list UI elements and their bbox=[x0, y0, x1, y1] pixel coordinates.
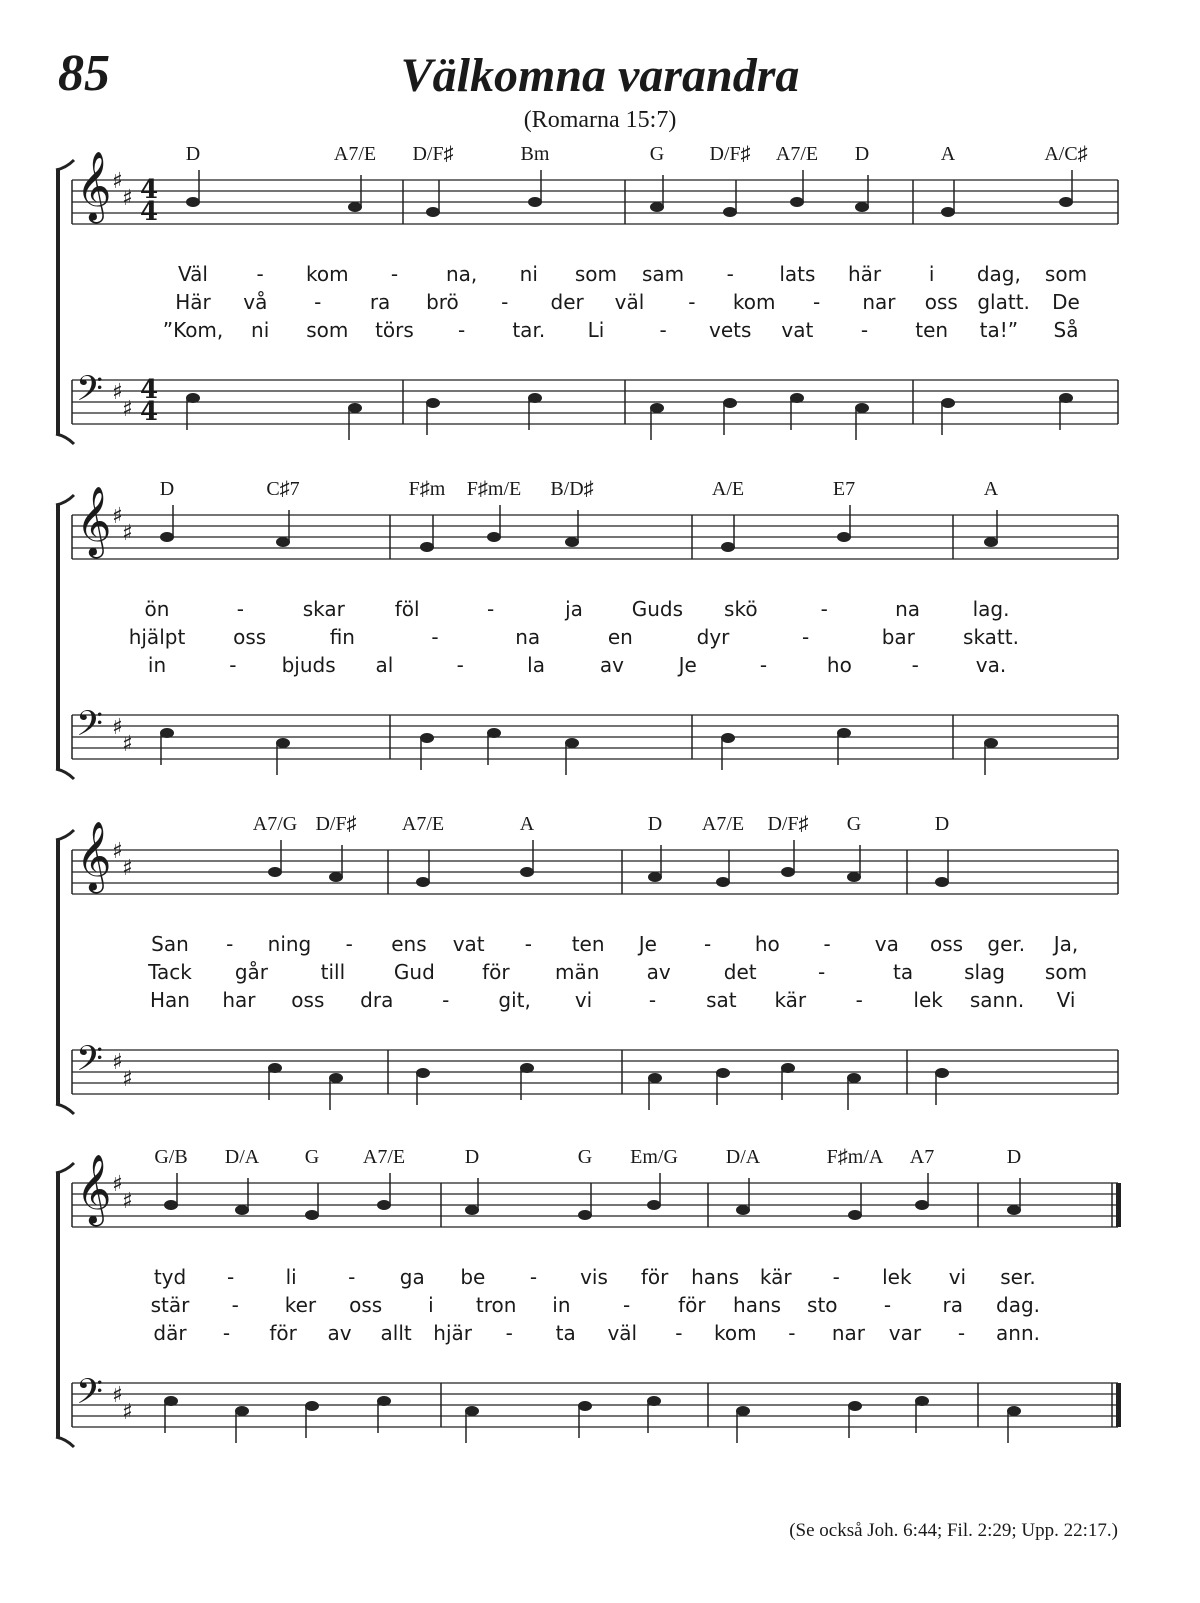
note-head bbox=[647, 1396, 661, 1406]
lyric-syllable: - bbox=[501, 290, 509, 314]
lyric-syllable: vets bbox=[709, 318, 752, 342]
bracket-top-hook bbox=[56, 1163, 74, 1173]
note-head bbox=[1007, 1406, 1021, 1416]
lyric-syllable: som bbox=[574, 262, 617, 286]
lyric-syllable: - bbox=[832, 1265, 840, 1289]
lyric-syllable: dag. bbox=[995, 1293, 1041, 1317]
key-sharp-c: ♯ bbox=[122, 856, 133, 881]
lyric-syllable: ning bbox=[267, 932, 312, 956]
lyric-syllable: väl bbox=[614, 290, 645, 314]
lyric-syllable: Gud bbox=[393, 960, 435, 984]
lyric-syllable: Tack bbox=[148, 960, 192, 984]
lyric-syllable: går bbox=[234, 960, 269, 984]
chord-symbol: G bbox=[649, 143, 665, 165]
lyric-syllable: - bbox=[486, 597, 495, 621]
lyric-syllable: Li bbox=[587, 318, 605, 342]
key-sharp-f: ♯ bbox=[112, 1050, 123, 1075]
key-sharp-f: ♯ bbox=[112, 1383, 123, 1408]
lyric-syllable: - bbox=[456, 653, 464, 677]
lyric-syllable: slag bbox=[964, 960, 1005, 984]
lyric-syllable: som bbox=[306, 318, 349, 342]
lyric-syllable: det bbox=[723, 960, 757, 984]
key-sharp-f: ♯ bbox=[112, 715, 123, 740]
footnote: (Se också Joh. 6:44; Fil. 2:29; Upp. 22:17.) bbox=[789, 1520, 1118, 1541]
lyric-syllable: ”Kom, bbox=[162, 318, 224, 342]
key-sharp-c: ♯ bbox=[122, 1067, 133, 1092]
lyric-syllable: - bbox=[802, 625, 810, 649]
note-head bbox=[235, 1205, 249, 1215]
lyric-syllable: Här bbox=[175, 290, 211, 314]
lyric-syllable: kär bbox=[759, 1265, 792, 1289]
note-head bbox=[578, 1210, 592, 1220]
lyric-syllable: ön bbox=[144, 597, 170, 621]
chord-symbol: D/F♯ bbox=[315, 813, 357, 835]
lyric-syllable: nar bbox=[831, 1321, 865, 1345]
lyric-syllable: - bbox=[314, 290, 322, 314]
chord-symbol: D/A bbox=[224, 1146, 260, 1168]
lyric-syllable: sat bbox=[706, 988, 737, 1012]
lyric-syllable: väl bbox=[607, 1321, 638, 1345]
lyric-syllable: - bbox=[229, 653, 237, 677]
chord-symbol: A/E bbox=[711, 478, 745, 500]
lyric-syllable: ni bbox=[251, 318, 270, 342]
note-head bbox=[305, 1401, 319, 1411]
lyric-syllable: - bbox=[458, 318, 466, 342]
chord-symbol: A7/E bbox=[401, 813, 445, 835]
lyric-syllable: San bbox=[151, 932, 189, 956]
lyric-syllable: fin bbox=[329, 625, 355, 649]
note-head bbox=[915, 1396, 929, 1406]
note-head bbox=[465, 1406, 479, 1416]
lyric-syllable: lats bbox=[779, 262, 816, 286]
note-head bbox=[235, 1406, 249, 1416]
key-sharp-f: ♯ bbox=[112, 504, 123, 529]
chord-symbol: F♯m bbox=[408, 478, 446, 500]
key-sharp-f: ♯ bbox=[112, 839, 123, 864]
lyric-syllable: till bbox=[320, 960, 346, 984]
bass-time-signature-top: 4 bbox=[140, 375, 159, 405]
lyric-syllable: ra bbox=[369, 290, 391, 314]
lyric-syllable: en bbox=[607, 625, 633, 649]
scripture-reference: (Romarna 15:7) bbox=[523, 107, 677, 133]
chord-symbol: D bbox=[1006, 1146, 1022, 1168]
lyric-syllable: av bbox=[646, 960, 671, 984]
lyric-syllable: dag, bbox=[976, 262, 1021, 286]
lyric-syllable: oss bbox=[929, 932, 964, 956]
lyric-syllable: ser. bbox=[1000, 1265, 1036, 1289]
lyric-syllable: ja bbox=[565, 597, 583, 621]
lyric-syllable: - bbox=[390, 262, 399, 286]
lyric-syllable: där bbox=[153, 1321, 187, 1345]
final-barline-thick bbox=[1116, 1383, 1121, 1427]
lyric-syllable: - bbox=[442, 988, 450, 1012]
chord-symbol: D bbox=[934, 813, 950, 835]
lyric-syllable: dra bbox=[360, 988, 394, 1012]
chord-symbol: D bbox=[464, 1146, 480, 1168]
lyric-syllable: na bbox=[895, 597, 921, 621]
lyric-syllable: la bbox=[527, 653, 545, 677]
chord-symbol: E7 bbox=[832, 478, 856, 500]
chord-symbol: Bm bbox=[520, 143, 550, 165]
note-head bbox=[377, 1396, 391, 1406]
lyric-syllable: oss bbox=[291, 988, 325, 1012]
treble-clef-icon: 𝄞 bbox=[76, 151, 112, 221]
lyric-syllable: stär bbox=[150, 1293, 190, 1317]
lyric-syllable: som bbox=[1044, 960, 1088, 984]
chord-symbol: D/F♯ bbox=[767, 813, 809, 835]
lyric-syllable: här bbox=[847, 262, 882, 286]
lyric-syllable: - bbox=[759, 653, 768, 677]
key-sharp-c: ♯ bbox=[122, 732, 133, 757]
lyric-syllable: - bbox=[823, 932, 831, 956]
lyric-syllable: i bbox=[928, 262, 935, 286]
bass-time-signature-bottom: 4 bbox=[140, 397, 159, 427]
chord-symbol: A bbox=[519, 813, 535, 835]
chord-symbol: D bbox=[159, 478, 175, 500]
lyric-syllable: ens bbox=[391, 932, 427, 956]
lyric-syllable: Så bbox=[1053, 318, 1079, 342]
lyric-syllable: der bbox=[550, 290, 584, 314]
lyric-syllable: vis bbox=[580, 1265, 608, 1289]
lyric-syllable: lag. bbox=[972, 597, 1010, 621]
key-sharp-f: ♯ bbox=[112, 380, 123, 405]
lyric-syllable: för bbox=[678, 1293, 706, 1317]
lyric-syllable: Han bbox=[150, 988, 190, 1012]
lyric-syllable: skö bbox=[724, 597, 758, 621]
lyric-syllable: al bbox=[375, 653, 394, 677]
lyric-syllable: ga bbox=[399, 1265, 425, 1289]
lyric-syllable: föl bbox=[394, 597, 420, 621]
lyric-syllable: vat bbox=[781, 318, 814, 342]
lyric-syllable: lek bbox=[882, 1265, 912, 1289]
key-sharp-c: ♯ bbox=[122, 521, 133, 546]
lyric-syllable: hans bbox=[691, 1265, 740, 1289]
chord-symbol: A7/G bbox=[252, 813, 298, 835]
note-head bbox=[647, 1200, 661, 1210]
chord-symbol: A/C♯ bbox=[1044, 143, 1088, 165]
lyric-syllable: ten bbox=[915, 318, 949, 342]
lyric-syllable: sto bbox=[807, 1293, 838, 1317]
lyric-syllable: - bbox=[675, 1321, 683, 1345]
chord-symbol: D bbox=[854, 143, 870, 165]
lyric-syllable: oss bbox=[349, 1293, 383, 1317]
lyric-syllable: in bbox=[147, 653, 167, 677]
bass-clef-icon: 𝄢 bbox=[76, 703, 104, 752]
note-head bbox=[465, 1205, 479, 1215]
treble-time-signature-top: 4 bbox=[140, 175, 159, 205]
lyric-syllable: av bbox=[599, 653, 624, 677]
note-head bbox=[848, 1401, 862, 1411]
lyric-syllable: - bbox=[348, 1265, 356, 1289]
note-head bbox=[736, 1406, 750, 1416]
final-barline-thick bbox=[1116, 1183, 1121, 1227]
key-sharp-c: ♯ bbox=[122, 1189, 133, 1214]
lyric-syllable: ta bbox=[893, 960, 914, 984]
key-sharp-c: ♯ bbox=[122, 186, 133, 211]
lyric-syllable: hjälpt bbox=[128, 625, 186, 649]
hymn-number: 85 bbox=[58, 45, 110, 102]
chord-symbol: A7/E bbox=[333, 143, 377, 165]
lyric-syllable: bar bbox=[881, 625, 915, 649]
lyric-syllable: va. bbox=[975, 653, 1007, 677]
lyric-syllable: na bbox=[515, 625, 541, 649]
chord-symbol: G/B bbox=[154, 1146, 188, 1168]
chord-symbol: D/A bbox=[725, 1146, 761, 1168]
lyric-syllable: ta!” bbox=[979, 318, 1019, 342]
chord-symbol: D bbox=[185, 143, 201, 165]
lyric-syllable: bjuds bbox=[281, 653, 336, 677]
lyric-syllable: - bbox=[726, 262, 734, 286]
lyric-syllable: be bbox=[460, 1265, 486, 1289]
lyric-syllable: tron bbox=[475, 1293, 517, 1317]
lyric-syllable: - bbox=[855, 988, 863, 1012]
lyric-syllable: Vi bbox=[1056, 988, 1076, 1012]
chord-symbol: A7/E bbox=[701, 813, 745, 835]
chord-symbol: F♯m/A bbox=[826, 1146, 884, 1168]
note-head bbox=[736, 1205, 750, 1215]
lyric-syllable: för bbox=[640, 1265, 669, 1289]
lyric-syllable: - bbox=[222, 1321, 231, 1345]
lyric-syllable: i bbox=[428, 1293, 434, 1317]
lyric-syllable: - bbox=[345, 932, 353, 956]
lyric-syllable: kom bbox=[714, 1321, 757, 1345]
lyric-syllable: allt bbox=[380, 1321, 412, 1345]
lyric-syllable: - bbox=[231, 1293, 239, 1317]
lyric-syllable: som bbox=[1044, 262, 1088, 286]
chord-symbol: G bbox=[304, 1146, 320, 1168]
lyric-syllable: för bbox=[269, 1321, 297, 1345]
chord-symbol: F♯m/E bbox=[466, 478, 522, 500]
lyric-syllable: - bbox=[788, 1321, 796, 1345]
lyric-syllable: - bbox=[659, 318, 667, 342]
lyric-syllable: Guds bbox=[631, 597, 684, 621]
note-head bbox=[1007, 1205, 1021, 1215]
lyric-syllable: ta bbox=[555, 1321, 576, 1345]
lyric-syllable: - bbox=[623, 1293, 631, 1317]
lyric-syllable: törs bbox=[375, 318, 414, 342]
lyric-syllable: - bbox=[524, 932, 532, 956]
lyric-syllable: tyd bbox=[153, 1265, 187, 1289]
key-sharp-f: ♯ bbox=[112, 169, 123, 194]
note-head bbox=[848, 1210, 862, 1220]
lyric-syllable: hans bbox=[733, 1293, 782, 1317]
lyric-syllable: nar bbox=[862, 290, 896, 314]
lyric-syllable: vi bbox=[948, 1265, 967, 1289]
lyric-syllable: Ja, bbox=[1053, 932, 1079, 956]
lyric-syllable: ra bbox=[942, 1293, 964, 1317]
lyric-syllable: ho bbox=[754, 932, 780, 956]
lyric-syllable: hjär bbox=[433, 1321, 473, 1345]
lyric-syllable: - bbox=[688, 290, 696, 314]
lyric-syllable: sam bbox=[641, 262, 685, 286]
treble-time-signature-bottom: 4 bbox=[140, 197, 159, 227]
bass-clef-icon: 𝄢 bbox=[76, 1038, 104, 1087]
lyric-syllable: De bbox=[1052, 290, 1080, 314]
note-head bbox=[164, 1396, 178, 1406]
lyric-syllable: Väl bbox=[178, 262, 208, 286]
lyric-syllable: - bbox=[236, 597, 244, 621]
chord-symbol: A7/E bbox=[775, 143, 819, 165]
lyric-syllable: in bbox=[552, 1293, 571, 1317]
lyric-syllable: - bbox=[431, 625, 439, 649]
note-head bbox=[377, 1200, 391, 1210]
chord-symbol: D bbox=[647, 813, 663, 835]
lyric-syllable: glatt. bbox=[977, 290, 1030, 314]
lyric-syllable: - bbox=[911, 653, 919, 677]
lyric-syllable: skatt. bbox=[963, 625, 1019, 649]
lyric-syllable: vat bbox=[452, 932, 485, 956]
lyric-syllable: - bbox=[812, 290, 821, 314]
chord-symbol: G bbox=[577, 1146, 593, 1168]
bass-clef-icon: 𝄢 bbox=[76, 1371, 104, 1420]
lyric-syllable: ann. bbox=[996, 1321, 1040, 1345]
note-head bbox=[305, 1210, 319, 1220]
lyric-syllable: oss bbox=[233, 625, 267, 649]
hymn-title: Välkomna varandra bbox=[400, 49, 800, 102]
chord-symbol: D/F♯ bbox=[412, 143, 454, 165]
lyric-syllable: var bbox=[888, 1321, 922, 1345]
lyric-syllable: kär bbox=[774, 988, 807, 1012]
chord-symbol: A bbox=[940, 143, 956, 165]
chord-symbol: G bbox=[846, 813, 862, 835]
lyric-syllable: ten bbox=[571, 932, 605, 956]
lyric-syllable: brö bbox=[426, 290, 459, 314]
lyric-syllable: för bbox=[482, 960, 510, 984]
lyric-syllable: av bbox=[327, 1321, 352, 1345]
lyric-syllable: - bbox=[703, 932, 712, 956]
lyric-syllable: vå bbox=[243, 290, 268, 314]
lyric-syllable: ger. bbox=[987, 932, 1026, 956]
lyric-syllable: va bbox=[874, 932, 899, 956]
chord-symbol: B/D♯ bbox=[550, 478, 594, 500]
lyric-syllable: na, bbox=[445, 262, 478, 286]
lyric-syllable: git, bbox=[498, 988, 531, 1012]
lyric-syllable: tar. bbox=[512, 318, 546, 342]
lyric-syllable: li bbox=[285, 1265, 297, 1289]
lyric-syllable: skar bbox=[302, 597, 345, 621]
bass-clef-icon: 𝄢 bbox=[76, 368, 104, 417]
lyric-syllable: kom bbox=[306, 262, 349, 286]
lyric-syllable: - bbox=[226, 932, 234, 956]
lyric-syllable: oss bbox=[924, 290, 958, 314]
lyric-syllable: - bbox=[505, 1321, 513, 1345]
lyric-syllable: - bbox=[820, 597, 828, 621]
treble-clef-icon: 𝄞 bbox=[76, 1154, 112, 1224]
lyric-syllable: vi bbox=[574, 988, 593, 1012]
chord-symbol: A7/E bbox=[362, 1146, 406, 1168]
treble-clef-icon: 𝄞 bbox=[76, 821, 112, 891]
lyric-syllable: - bbox=[648, 988, 657, 1012]
lyric-syllable: - bbox=[860, 318, 869, 342]
lyric-syllable: Je bbox=[638, 932, 657, 956]
chord-symbol: A7 bbox=[909, 1146, 935, 1168]
treble-clef-icon: 𝄞 bbox=[76, 486, 112, 556]
chord-symbol: Em/G bbox=[630, 1146, 678, 1168]
lyric-syllable: ker bbox=[284, 1293, 317, 1317]
lyric-syllable: män bbox=[555, 960, 600, 984]
key-sharp-c: ♯ bbox=[122, 1400, 133, 1425]
lyric-syllable: ho bbox=[826, 653, 852, 677]
lyric-syllable: kom bbox=[732, 290, 776, 314]
lyric-syllable: - bbox=[818, 960, 826, 984]
lyric-syllable: - bbox=[529, 1265, 538, 1289]
lyric-syllable: dyr bbox=[696, 625, 730, 649]
lyric-syllable: lek bbox=[913, 988, 943, 1012]
lyric-syllable: - bbox=[256, 262, 264, 286]
key-sharp-f: ♯ bbox=[112, 1172, 123, 1197]
chord-symbol: C♯7 bbox=[266, 478, 300, 500]
chord-symbol: A bbox=[983, 478, 999, 500]
lyric-syllable: - bbox=[883, 1293, 892, 1317]
note-head bbox=[578, 1401, 592, 1411]
key-sharp-c: ♯ bbox=[122, 397, 133, 422]
lyric-syllable: har bbox=[222, 988, 256, 1012]
chord-symbol: D/F♯ bbox=[709, 143, 751, 165]
note-head bbox=[915, 1200, 929, 1210]
lyric-syllable: - bbox=[226, 1265, 235, 1289]
lyric-syllable: ni bbox=[519, 262, 538, 286]
bracket-bottom-hook bbox=[56, 1437, 74, 1447]
lyric-syllable: - bbox=[957, 1321, 966, 1345]
lyric-syllable: sann. bbox=[969, 988, 1025, 1012]
note-head bbox=[164, 1200, 178, 1210]
lyric-syllable: Je bbox=[678, 653, 697, 677]
